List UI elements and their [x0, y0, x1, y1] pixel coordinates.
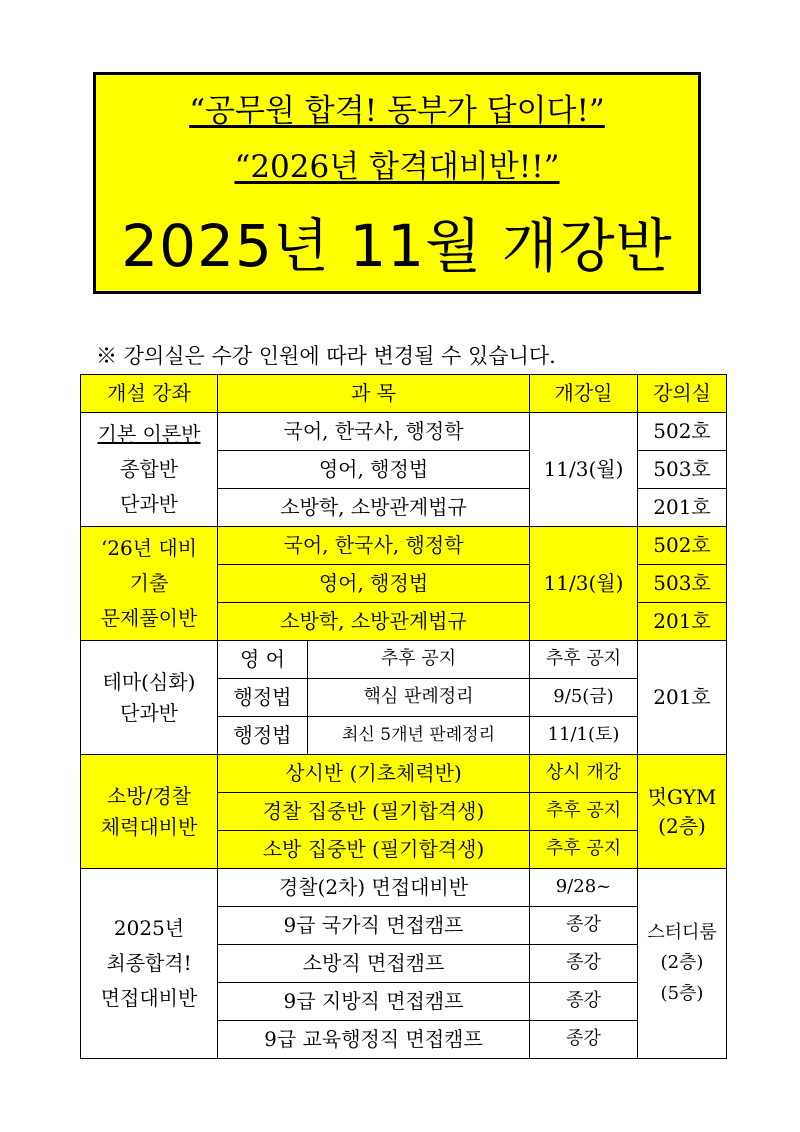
room-floor: (5층): [660, 982, 704, 1004]
table-row: [81, 755, 727, 793]
header-row: [81, 375, 727, 413]
topic-cell: 최신 5개년 판례정리: [308, 717, 530, 755]
subject-cell: 영어, 행정법: [218, 451, 530, 489]
room-name: 스터디룸: [647, 921, 717, 943]
room-cell: 201호: [638, 489, 727, 527]
start-cell: 11/1(토): [530, 717, 638, 755]
course-name: 종합반: [120, 457, 178, 481]
page-title: 2025년 11월 개강반: [121, 212, 673, 280]
schedule-table: [80, 374, 727, 1059]
start-cell: 종강: [530, 907, 638, 945]
subject-cell: 9급 국가직 면접캠프: [218, 907, 530, 945]
header-course: 개설 강좌: [81, 375, 218, 413]
course-name: 최종합격!: [106, 951, 192, 975]
subject-cell: 소방학, 소방관계법규: [218, 603, 530, 641]
subject-cell: 소방직 면접캠프: [218, 945, 530, 983]
subtitle-line: “2026년 합격대비반!!”: [234, 149, 560, 185]
start-cell: 9/5(금): [530, 679, 638, 717]
notice-text: ※ 강의실은 수강 인원에 따라 변경될 수 있습니다.: [96, 344, 556, 368]
topic-cell: 핵심 판례정리: [308, 679, 530, 717]
room-cell: [638, 755, 727, 869]
room-cell: 201호: [638, 641, 727, 755]
table-row: [81, 413, 727, 451]
room-name: 멋GYM: [647, 784, 717, 809]
course-name: 기본 이론반: [97, 422, 201, 446]
start-cell: 종강: [530, 945, 638, 983]
room-cell: 503호: [638, 451, 727, 489]
subject-cell: 경찰(2차) 면접대비반: [218, 869, 530, 907]
room-floor: (2층): [658, 813, 706, 838]
header-start: 개강일: [530, 375, 638, 413]
course-interview: [81, 869, 218, 1059]
subject-cell: 행정법: [218, 717, 308, 755]
course-name: ‘26년 대비: [100, 536, 198, 560]
course-name: 테마(심화): [102, 669, 196, 694]
course-fitness: [81, 755, 218, 869]
start-cell: 추후 공지: [530, 641, 638, 679]
header-room: 강의실: [638, 375, 727, 413]
room-cell: 502호: [638, 413, 727, 451]
start-cell: 추후 공지: [530, 793, 638, 831]
start-date: 11/3(월): [530, 527, 638, 641]
room-cell: 502호: [638, 527, 727, 565]
course-name: 단과반: [120, 700, 178, 725]
header-subject: 과 목: [218, 375, 530, 413]
course-name: 2025년: [113, 916, 185, 940]
start-date: 11/3(월): [530, 413, 638, 527]
course-name: 기출: [129, 571, 169, 595]
room-cell: 503호: [638, 565, 727, 603]
slogan-line: “공무원 합격! 동부가 답이다!”: [189, 93, 605, 129]
course-name: 면접대비반: [100, 986, 198, 1010]
room-cell: 201호: [638, 603, 727, 641]
subject-cell: 경찰 집중반 (필기합격생): [218, 793, 530, 831]
table-row: [81, 869, 727, 907]
topic-cell: 추후 공지: [308, 641, 530, 679]
subject-cell: 소방 집중반 (필기합격생): [218, 831, 530, 869]
room-floor: (2층): [660, 952, 704, 974]
subject-cell: 영 어: [218, 641, 308, 679]
subject-cell: 국어, 한국사, 행정학: [218, 527, 530, 565]
course-theme: [81, 641, 218, 755]
start-cell: 추후 공지: [530, 831, 638, 869]
course-basic: [81, 413, 218, 527]
subject-cell: 9급 지방직 면접캠프: [218, 983, 530, 1021]
start-cell: 9/28~: [530, 869, 638, 907]
course-past-exam: [81, 527, 218, 641]
start-cell: 종강: [530, 1021, 638, 1059]
subject-cell: 국어, 한국사, 행정학: [218, 413, 530, 451]
table-row: [81, 641, 727, 679]
subject-cell: 행정법: [218, 679, 308, 717]
table-row: [81, 527, 727, 565]
start-cell: 상시 개강: [530, 755, 638, 793]
subject-cell: 소방학, 소방관계법규: [218, 489, 530, 527]
subject-cell: 9급 교육행정직 면접캠프: [218, 1021, 530, 1059]
room-cell: [638, 869, 727, 1059]
subject-cell: 상시반 (기초체력반): [218, 755, 530, 793]
course-name: 체력대비반: [100, 814, 198, 839]
subject-cell: 영어, 행정법: [218, 565, 530, 603]
start-cell: 종강: [530, 983, 638, 1021]
course-name: 단과반: [120, 492, 178, 516]
course-name: 문제풀이반: [100, 606, 198, 630]
title-banner: [93, 72, 701, 294]
course-name: 소방/경찰: [106, 783, 192, 808]
